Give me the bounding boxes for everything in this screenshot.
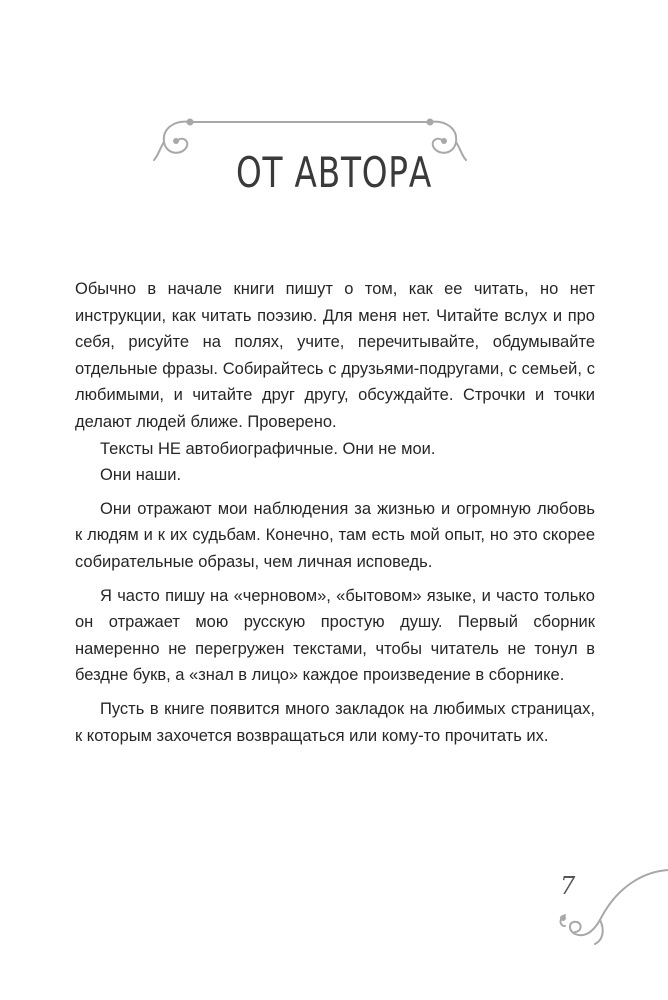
author-foreword-text (75, 276, 595, 749)
paragraph-1: Обычно в начале книги пишут о том, как ее читать, но нет инструкции, как читать поэзию. Для меня нет. Читайте вслух и про себя, рисуйте на полях, учите, перечитывайте, обдумывайте отдельные фразы. Собирайтесь с друзьями-подругами, с семьей, с любимыми, и читайте друг другу, обсуждайте. Строчки и точки делают людей ближе. Проверено. (75, 280, 595, 431)
paragraph-2: Тексты НЕ автобиографичные. Они не мои. (100, 439, 436, 458)
paragraph-4: Они отражают мои наблюдения за жизнью и огромную любовь к людям и к их судьбам. Конечно, там есть мой опыт, но это скорее собирательные образы, чем личная исповедь. (75, 499, 595, 571)
paragraph-6: Пусть в книге появится много закладок на любимых страницах, к которым захочется возвращаться или кому-то прочитать их. (75, 699, 595, 745)
page-title: ОТ АВТОРА (235, 148, 433, 197)
paragraph-5: Я часто пишу на «черновом», «бытовом» языке, и часто только он отражает мою русскую простую душу. Первый сборник намеренно не перегружен текстами, чтобы читатель не тонул в бездне букв, а «знал в лицо» каждое произведение в сборнике. (75, 586, 595, 685)
page-number: 7 (560, 872, 576, 900)
paragraph-3: Они наши. (100, 466, 182, 485)
